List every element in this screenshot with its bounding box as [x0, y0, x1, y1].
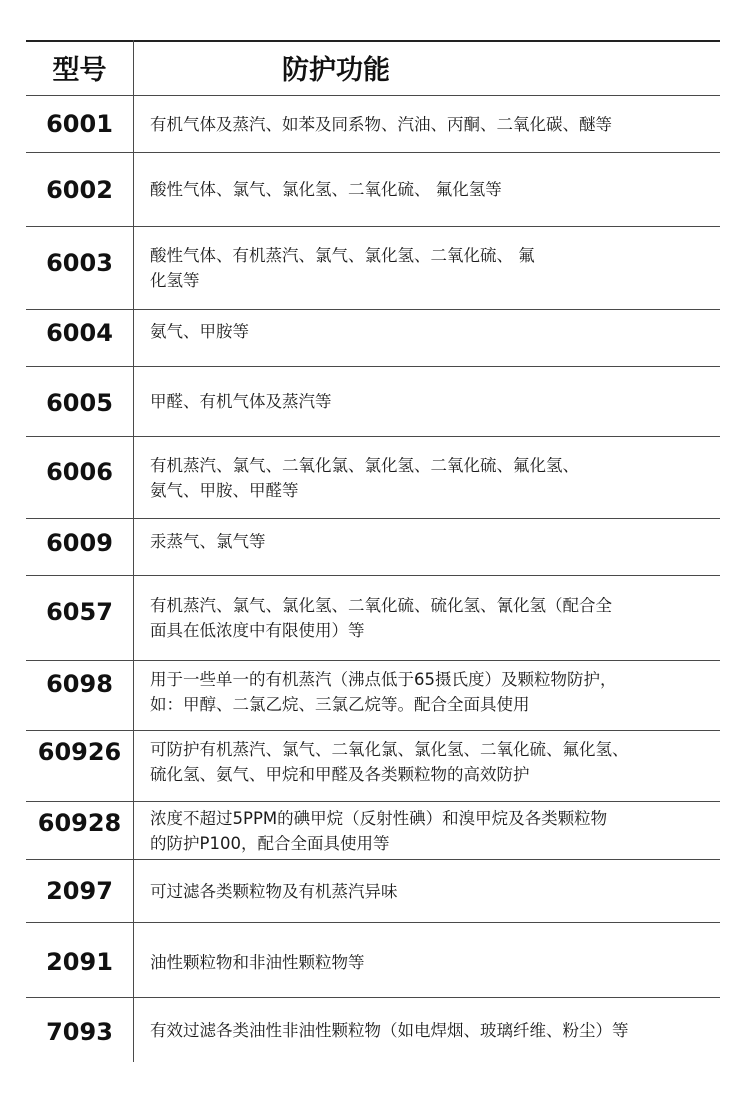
- model-number: 6004: [46, 319, 113, 347]
- protection-description: 有机蒸汽、氯气、二氧化氯、氯化氢、二氧化硫、氟化氢、 氨气、甲胺、甲醛等: [150, 455, 579, 500]
- protection-description: 用于一些单一的有机蒸汽（沸点低于65摄氏度）及颗粒物防护， 如：甲醇、二氯乙烷、三氯乙烷等。配合全面具使用: [150, 670, 617, 714]
- protection-description: 可防护有机蒸汽、氯气、二氧化氯、氯化氢、二氧化硫、氟化氢、 硫化氢、氨气、甲烷和甲醛及各类颗粒物的高效防护: [150, 740, 629, 784]
- protection-description: 有机蒸汽、氯气、氯化氢、二氧化硫、硫化氢、氰化氢（配合全 面具在低浓度中有限使用）等: [150, 596, 612, 640]
- table-row: [26, 437, 720, 518]
- table-row: [26, 731, 720, 801]
- protection-description: 酸性气体、有机蒸汽、氯气、氯化氢、二氧化硫、 氟 化氢等: [150, 246, 535, 290]
- table-row: [26, 96, 720, 152]
- model-number: 60926: [37, 738, 122, 766]
- table-row: [26, 519, 720, 575]
- model-number: 2097: [46, 877, 113, 905]
- table-row: [26, 661, 720, 730]
- table-row: [26, 802, 720, 859]
- protection-description: 甲醛、有机气体及蒸汽等: [150, 392, 332, 411]
- model-number: 6001: [46, 110, 113, 138]
- model-number: 60928: [37, 809, 122, 837]
- protection-description: 有机气体及蒸汽、如苯及同系物、汽油、丙酮、二氧化碳、醚等: [150, 114, 612, 134]
- header-function: 防护功能: [282, 55, 390, 86]
- protection-description: 浓度不超过5PPM的碘甲烷（反射性碘）和溴甲烷及各类颗粒物 的防护P100，配合全面具使用等: [150, 809, 608, 853]
- protection-description: 可过滤各类颗粒物及有机蒸汽异味: [150, 881, 398, 901]
- model-number: 6098: [46, 670, 113, 698]
- model-number: 6057: [46, 598, 113, 626]
- table-row: [26, 227, 720, 309]
- model-number: 2091: [46, 948, 113, 976]
- table-row: [26, 998, 720, 1062]
- table-row: [26, 153, 720, 226]
- model-number: 7093: [46, 1018, 113, 1046]
- table-row: [26, 576, 720, 660]
- model-number: 6005: [46, 389, 113, 417]
- header-model: 型号: [52, 55, 107, 86]
- protection-description: 油性颗粒物和非油性颗粒物等: [150, 952, 365, 972]
- protection-description: 酸性气体、氯气、氯化氢、二氧化硫、 氟化氢等: [150, 180, 502, 199]
- protection-description: 氨气、甲胺等: [150, 321, 249, 341]
- model-number: 6009: [46, 529, 113, 557]
- table-row: [26, 367, 720, 436]
- protection-description: 汞蒸气、氯气等: [150, 531, 266, 551]
- table-row: [26, 923, 720, 997]
- model-number: 6006: [46, 458, 113, 486]
- protection-description: 有效过滤各类油性非油性颗粒物（如电焊烟、玻璃纤维、粉尘）等: [150, 1020, 629, 1040]
- model-number: 6003: [46, 249, 113, 277]
- table-row: [26, 860, 720, 922]
- model-number: 6002: [46, 175, 113, 204]
- table-row: [26, 310, 720, 366]
